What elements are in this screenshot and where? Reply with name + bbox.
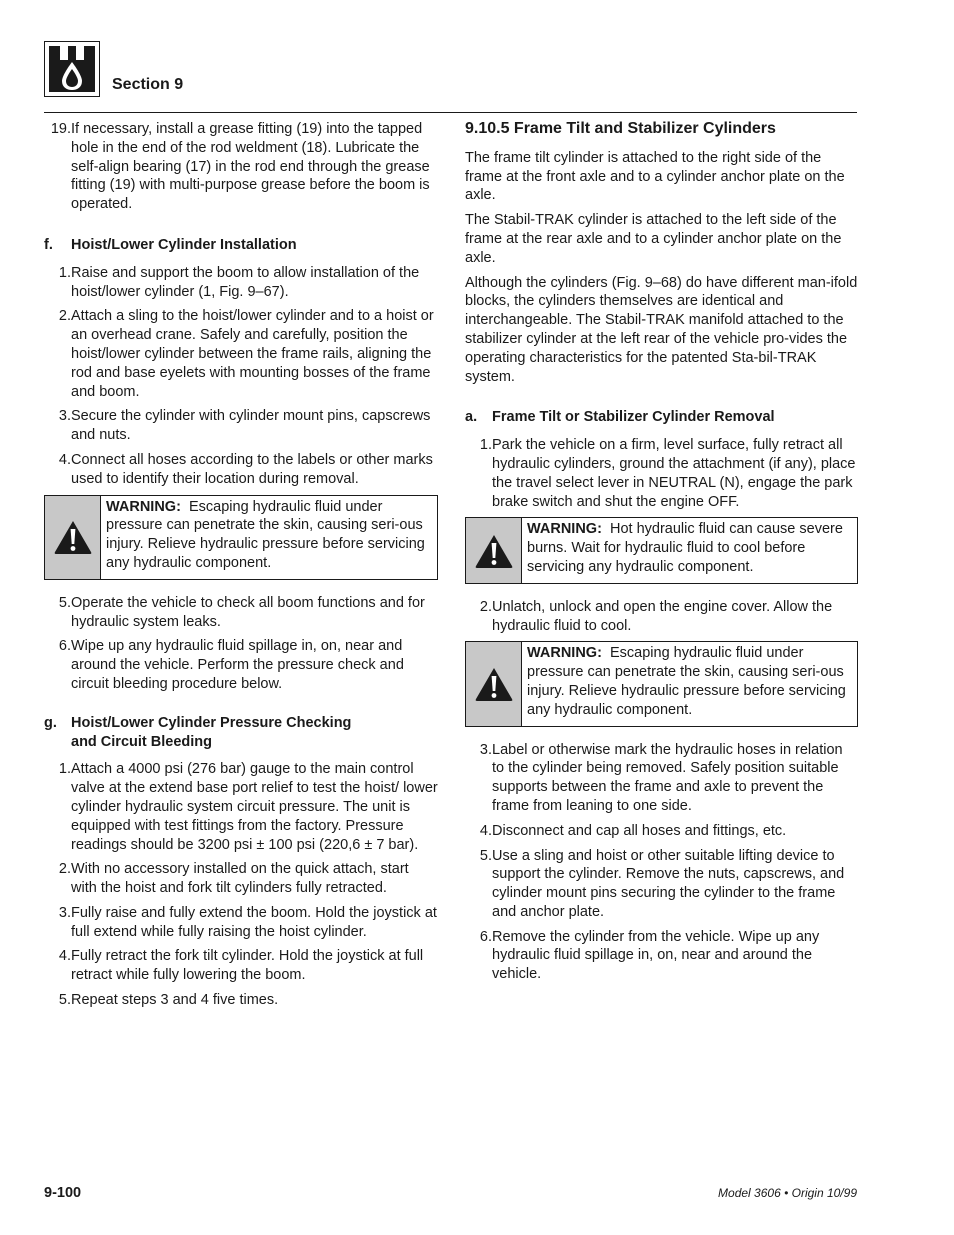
list-item xyxy=(44,451,438,489)
subsection-title: Hoist/Lower Cylinder Installation xyxy=(71,236,297,253)
step-text: Connect all hoses according to the labels or other marks used to identify their location during removal. xyxy=(71,451,433,487)
list-item xyxy=(44,594,438,632)
warning-text xyxy=(522,518,857,582)
warning-triangle-icon xyxy=(474,666,514,702)
step-text: Label or otherwise mark the hydraulic hoses in relation to the cylinder being removed. Safely position suitable supports between the frame and axle to prevent the frame from leaning to one side. xyxy=(492,741,843,814)
step-number: 4. xyxy=(479,822,492,839)
step-number: 2. xyxy=(58,308,71,325)
step-text: Attach a sling to the hoist/lower cylinder and to a hoist or an overhead crane. Safely and carefully, position the hoist/lower cylinder between the frame rails, aligning the rod and base eyelets with mounting bosses of the frame and boom. xyxy=(71,308,434,400)
step-text: Unlatch, unlock and open the engine cover. Allow the hydraulic fluid to cool. xyxy=(492,598,833,634)
step-text: Fully raise and fully extend the boom. Hold the joystick at full extend while fully raising the hoist cylinder. xyxy=(71,904,437,940)
step-number: 1. xyxy=(479,437,492,454)
subsection-g-heading xyxy=(44,714,438,752)
warning-box xyxy=(44,495,438,580)
step-number: 5. xyxy=(58,594,71,611)
warning-text xyxy=(522,642,857,725)
subsection-a-heading xyxy=(465,408,858,427)
warning-icon-cell xyxy=(466,642,522,725)
step-text: Secure the cylinder with cylinder mount pins, capscrews and nuts. xyxy=(71,408,431,444)
paragraph: The frame tilt cylinder is attached to the right side of the frame at the front axle and to a cylinder anchor plate on the axle. xyxy=(465,149,845,204)
subsection-f-heading xyxy=(44,236,438,255)
list-item xyxy=(44,860,438,898)
subsection-letter: f. xyxy=(44,236,53,253)
list-item xyxy=(44,760,438,854)
warning-message: Hot hydraulic fluid can cause severe burns. Wait for hydraulic fluid to cool before servicing any hydraulic component. xyxy=(527,521,843,575)
list-item xyxy=(465,436,858,511)
paragraph: The Stabil-TRAK cylinder is attached to the left side of the frame at the rear axle and to a cylinder anchor plate on the axle. xyxy=(465,212,842,266)
list-item xyxy=(465,598,858,636)
step-text: Attach a 4000 psi (276 bar) gauge to the main control valve at the extend base port relief to test the hoist/ lower cylinder hydraulic system circuit pressure. The unit is equipped with test fittings from the factory. Pressure readings should be 3200 psi ± 100 psi (220,6 ± 7 bar). xyxy=(71,761,438,853)
step-number: 4. xyxy=(58,948,71,965)
list-item xyxy=(465,847,858,922)
step-19 xyxy=(44,120,438,214)
list-item xyxy=(44,264,438,302)
left-column xyxy=(44,120,438,1016)
warning-message: Escaping hydraulic fluid under pressure can penetrate the skin, causing seri-ous injury. Relieve hydraulic pressure before servicing any hydraulic component. xyxy=(527,645,846,718)
step-number: 3. xyxy=(479,741,492,758)
paragraph: Although the cylinders (Fig. 9–68) do have different man-ifold blocks, the cylinders themselves are identical and interchangeable. The Stabil-TRAK manifold attached to the stabilizer cylinder at the left rear of the vehicle pro-vides the operating characteristics for the patented Sta-bil-TRAK system. xyxy=(465,274,858,385)
subsection-letter: a. xyxy=(465,409,478,426)
subsection-letter: g. xyxy=(44,714,57,731)
step-number: 6. xyxy=(479,928,492,945)
step-text: Raise and support the boom to allow installation of the hoist/lower cylinder (1, Fig. 9–67). xyxy=(71,264,420,300)
step-text: With no accessory installed on the quick attach, start with the hoist and fork tilt cylinders fully retracted. xyxy=(71,861,409,897)
section-heading: 9.10.5 Frame Tilt and Stabilizer Cylinders xyxy=(465,120,776,137)
step-number: 3. xyxy=(58,408,71,425)
list-item xyxy=(465,928,858,984)
subsection-title-line: and Circuit Bleeding xyxy=(71,733,212,750)
warning-icon-cell xyxy=(466,518,522,582)
warning-icon-cell xyxy=(45,496,101,579)
list-item xyxy=(44,991,438,1010)
subsection-title-line: Hoist/Lower Cylinder Pressure Checking xyxy=(71,714,352,731)
step-text: If necessary, install a grease fitting (19) into the tapped hole in the end of the rod weldment (18). Lubricate the self-align bearing (17) in the rod end through the grease fitting (19) with multi-purpose grease before the boom is operated. xyxy=(71,121,430,213)
step-number: 1. xyxy=(58,264,71,281)
warning-label: WARNING: xyxy=(106,498,181,515)
step-text: Operate the vehicle to check all boom functions and for hydraulic system leaks. xyxy=(71,594,425,630)
warning-box xyxy=(465,517,858,583)
list-item xyxy=(44,904,438,942)
warning-label: WARNING: xyxy=(527,645,602,662)
header-divider xyxy=(44,112,857,113)
step-number: 5. xyxy=(479,847,492,864)
step-text: Fully retract the fork tilt cylinder. Hold the joystick at full retract while fully lowering the boom. xyxy=(71,948,424,984)
subsection-title: Frame Tilt or Stabilizer Cylinder Removal xyxy=(492,409,775,426)
step-number: 2. xyxy=(58,861,71,878)
step-number: 5. xyxy=(58,992,71,1009)
model-info: Model 3606 • Origin 10/99 xyxy=(718,1186,857,1200)
list-item xyxy=(44,407,438,445)
page-number: 9-100 xyxy=(44,1185,82,1201)
warning-triangle-icon xyxy=(474,533,514,569)
step-number: 3. xyxy=(58,904,71,921)
step-text: Wipe up any hydraulic fluid spillage in, on, near and around the vehicle. Perform the pressure check and circuit bleeding procedure below. xyxy=(71,638,404,692)
list-item xyxy=(465,822,858,841)
list-item xyxy=(44,307,438,401)
step-number: 1. xyxy=(58,761,71,778)
list-item xyxy=(44,637,438,693)
hydraulic-drop-icon xyxy=(45,42,99,96)
warning-text xyxy=(101,496,437,579)
right-column xyxy=(465,120,858,990)
step-number: 2. xyxy=(479,598,492,615)
warning-box xyxy=(465,641,858,726)
warning-message: Escaping hydraulic fluid under pressure can penetrate the skin, causing seri-ous injury. Relieve hydraulic pressure before servicing any hydraulic component. xyxy=(106,498,425,571)
step-number: 6. xyxy=(58,638,71,655)
warning-label: WARNING: xyxy=(527,521,602,538)
step-text: Park the vehicle on a firm, level surface, fully retract all hydraulic cylinders, ground the attachment (if any), place the travel select lever in NEUTRAL (N), engage the park brake switch and shut the engine OFF. xyxy=(492,437,856,510)
list-item xyxy=(465,741,858,816)
warning-triangle-icon xyxy=(53,519,93,555)
list-item xyxy=(44,947,438,985)
step-text: Repeat steps 3 and 4 five times. xyxy=(71,992,279,1009)
step-number: 19. xyxy=(50,121,71,137)
section-logo xyxy=(44,41,100,97)
step-text: Remove the cylinder from the vehicle. Wipe up any hydraulic fluid spillage in, on, near and around the vehicle. xyxy=(492,928,820,983)
step-number: 4. xyxy=(58,451,71,468)
subsection-title xyxy=(71,714,351,752)
step-text: Use a sling and hoist or other suitable lifting device to support the cylinder. Remove the nuts, capscrews, and cylinder mount pins securing the cylinder to the frame and anchor plate. xyxy=(492,847,845,920)
step-text: Disconnect and cap all hoses and fittings, etc. xyxy=(492,822,787,839)
section-label: Section 9 xyxy=(112,76,184,93)
